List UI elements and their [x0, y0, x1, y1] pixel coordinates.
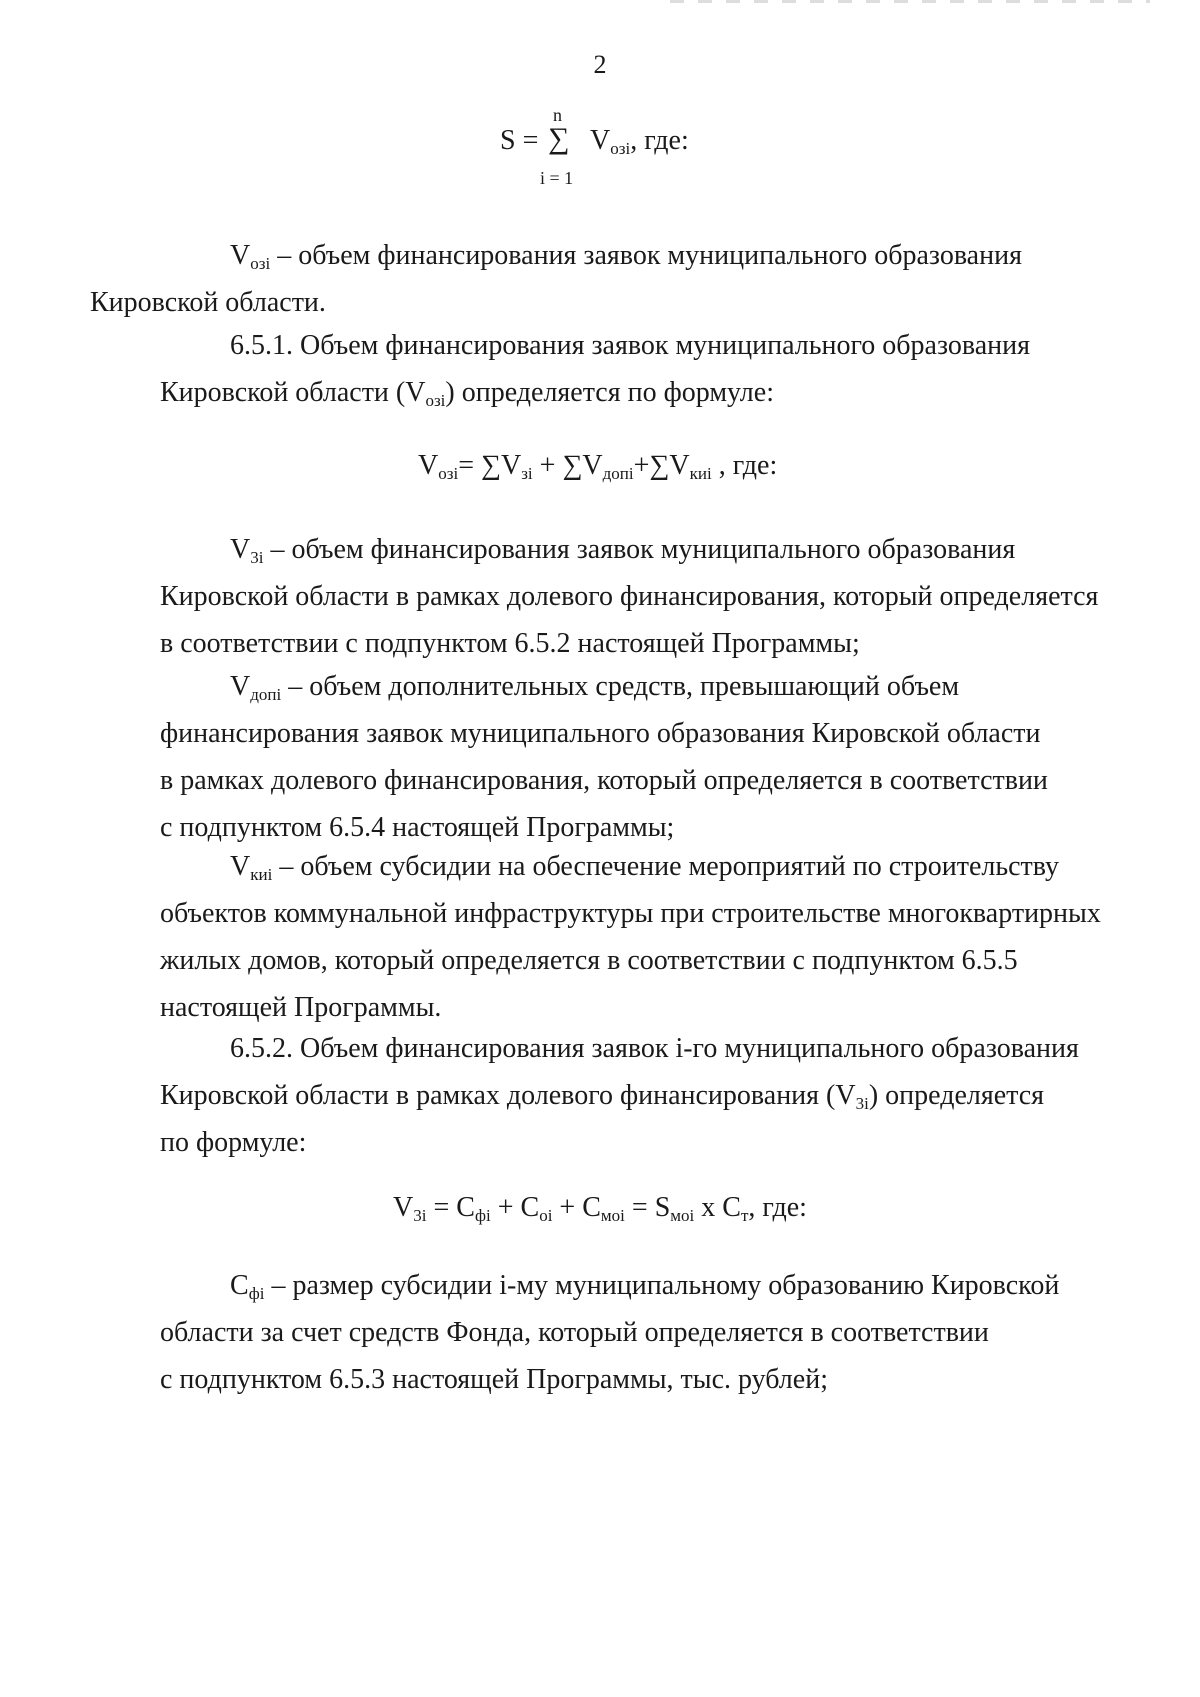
sigma-symbol: ∑	[548, 122, 570, 155]
paragraph-cfi-definition: $С_{фi}$ – размер субсидии i-му муниципальному образованию Кировской области за счет средств Фонда, который определяется в соответствии с подпунктом 6.5.3 настоящей Программы, тыс. рублей;	[160, 1270, 1060, 1395]
paragraph-vdopi-definition: $V_{допi}$ – объем дополнительных средств, превышающий объем финансирования заявок муниципального образования Кировской области в рамках долевого финансирования, который определяется в соответствии с подпунктом 6.5.4 настоящей Программы;	[160, 671, 1048, 843]
formula-vozi: $V_{озi}= \sum V_{зi} + \sum V_{допi}+\sum V_{киi}$ , где:	[418, 450, 778, 483]
sum-upper-limit: n	[553, 105, 562, 125]
paragraph-vkii-definition: $V_{киi}$ – объем субсидии на обеспечение мероприятий по строительству объектов коммунальной инфраструктуры при строительстве многоквартирных жилых домов, который определяется в соответствии с подпунктом 6.5.5 настоящей Программы.	[160, 851, 1101, 1023]
page-number: 2	[593, 50, 607, 79]
scan-artifact	[670, 0, 1150, 3]
paragraph-v3i-definition: $V_{3i}$ – объем финансирования заявок муниципального образования Кировской области в рамках долевого финансирования, который определяется в соответствии с подпунктом 6.5.2 настоящей Программы;	[160, 534, 1099, 659]
sum-lhs: S =	[500, 125, 539, 156]
sum-term: $V_{озi}$, где:	[590, 125, 689, 158]
formula-v3i: $V_{3i} = С_{фi} + С_{оi} + С_{моi} = S_{моi}$ х $С_т$, где:	[393, 1192, 807, 1225]
paragraph-6-5-1: 6.5.1. Объем финансирования заявок муниципального образования Кировской области $(V_{озi})$ определяется по формуле:	[160, 330, 1030, 410]
sum-lower-limit: i = 1	[540, 168, 574, 188]
paragraph-vozi-definition: $V_{озi}$ – объем финансирования заявок муниципального образования Кировской области.	[90, 240, 1022, 318]
paragraph-6-5-2: 6.5.2. Объем финансирования заявок i-го муниципального образования Кировской области в рамках долевого финансирования $(V_{3i})$ определяется по формуле:	[160, 1033, 1079, 1158]
